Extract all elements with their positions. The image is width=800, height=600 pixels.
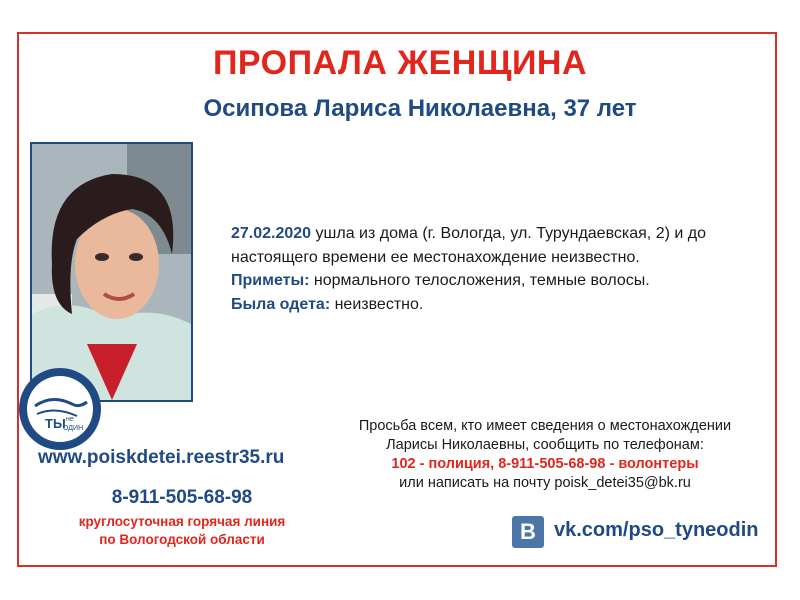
request-line2: Ларисы Николаевны, сообщить по телефонам: <box>386 437 704 453</box>
website-link[interactable]: www.poiskdetei.reestr35.ru <box>38 447 285 468</box>
logo-text-small-top: не <box>66 416 74 423</box>
hotline-phone[interactable]: 8-911-505-68-98 <box>111 487 253 508</box>
signs-label: Приметы: <box>231 272 310 289</box>
portrait-photo <box>30 142 193 402</box>
ty-ne-odin-logo-icon <box>17 366 103 452</box>
vk-icon[interactable]: B <box>512 516 544 548</box>
person-name: Осипова Лариса Николаевна, 37 лет <box>203 95 637 122</box>
signs-text: нормального телосложения, темные волосы. <box>309 272 650 289</box>
incident-description: ушла из дома (г. Вологда, ул. Турундаевская, 2) и до настоящего времени ее местонахождение неизвестно. <box>231 225 706 266</box>
incident-info <box>231 222 776 316</box>
request-email: или написать на почту poisk_detei35@bk.ru <box>399 475 691 491</box>
logo-text-small-bottom: ОДИН <box>63 425 84 432</box>
request-phones: 102 - полиция, 8-911-505-68-98 - волонтеры <box>391 456 699 472</box>
request-line1: Просьба всем, кто имеет сведения о местонахождении <box>358 418 732 434</box>
vk-link[interactable]: vk.com/pso_tyneodin <box>554 519 759 541</box>
poster-title: ПРОПАЛА ЖЕНЩИНА <box>212 44 588 82</box>
clothes-text: неизвестно. <box>330 295 424 313</box>
clothes-label: Была одета: <box>231 295 331 313</box>
hotline-text-line2: по Вологодской области <box>99 532 265 547</box>
request-block <box>340 417 750 493</box>
logo-text-main: ТЫ <box>45 416 66 431</box>
hotline-text <box>32 513 332 549</box>
incident-date: 27.02.2020 <box>231 225 312 242</box>
hotline-text-line1: круглосуточная горячая линия <box>78 514 286 529</box>
